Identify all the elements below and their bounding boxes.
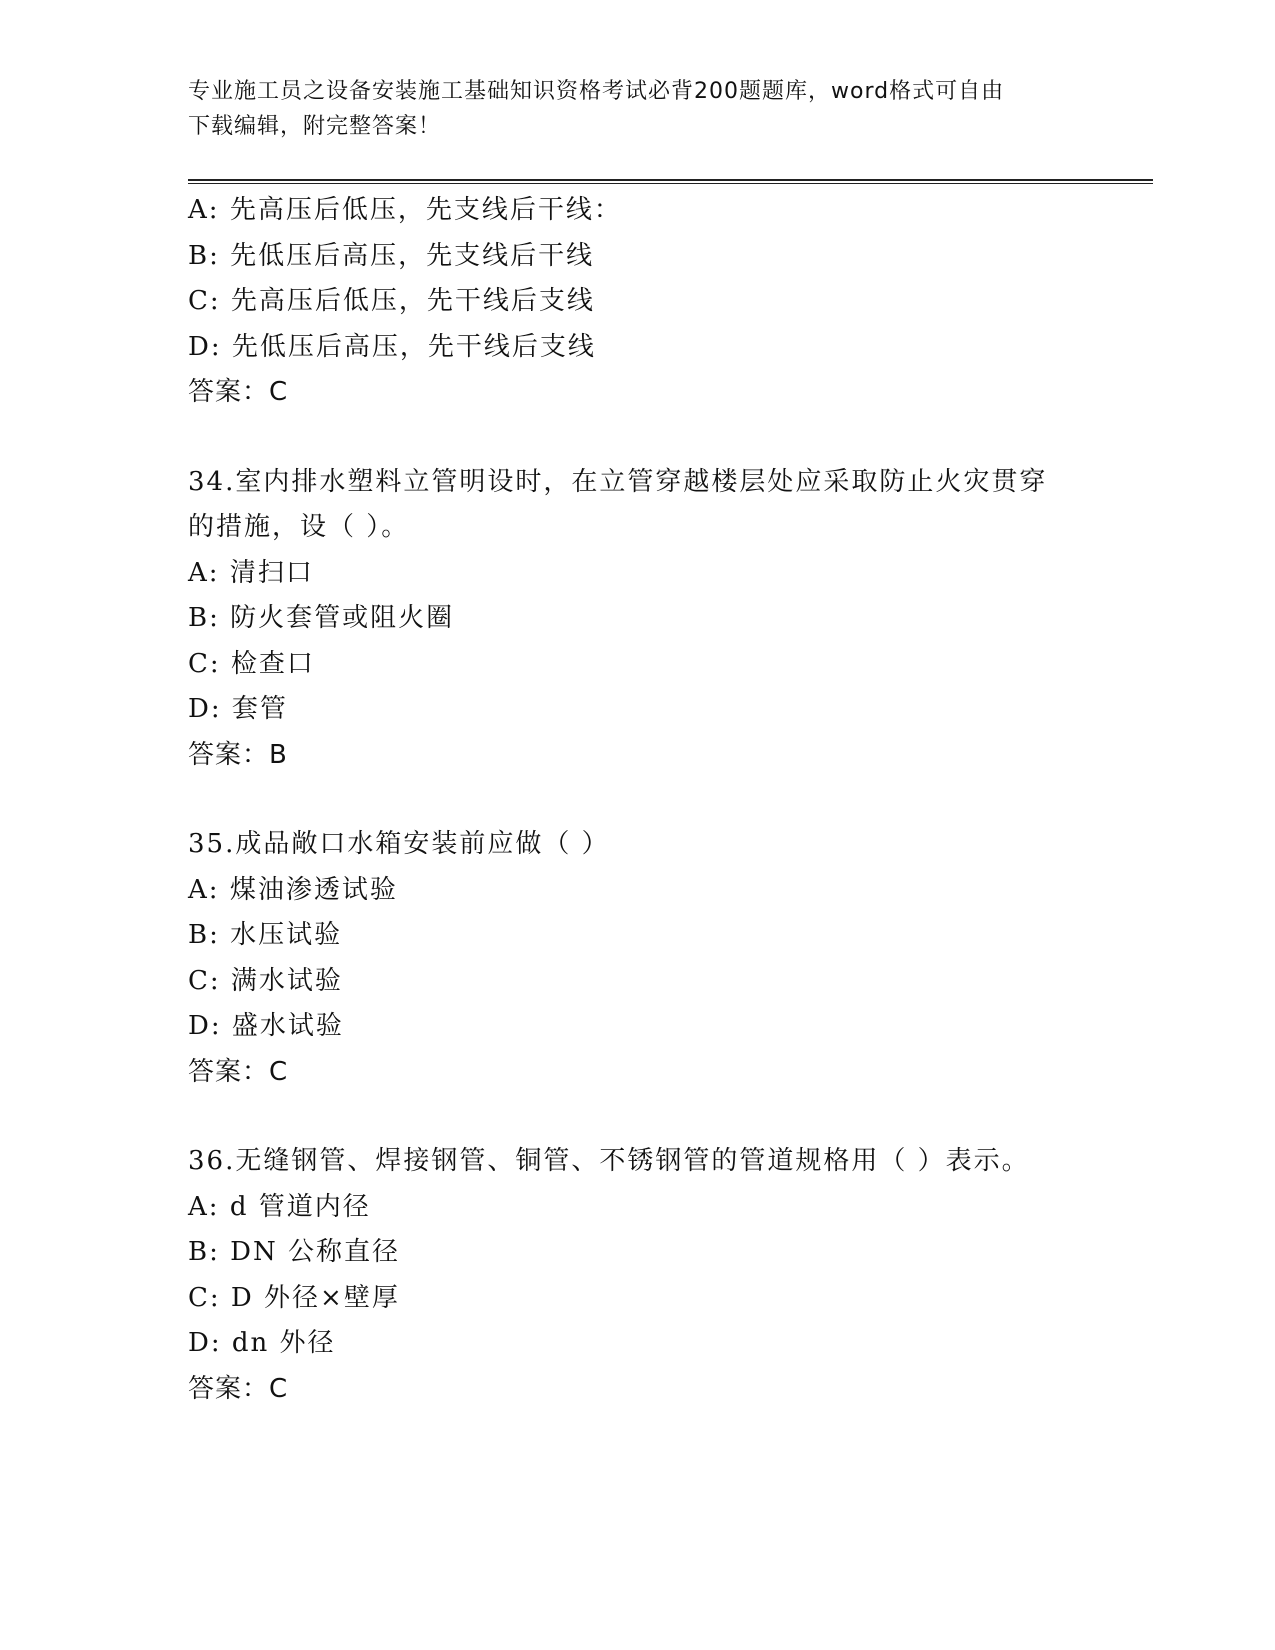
option-text: 煤油渗透试验 bbox=[229, 874, 398, 905]
spacer bbox=[188, 1095, 1088, 1139]
option-c bbox=[188, 279, 1088, 325]
header-line-1: 专业施工员之设备安装施工基础知识资格考试必背200题题库，word格式可自由 bbox=[188, 79, 1005, 104]
question-stem-continued: 的措施，设（ ）。 bbox=[188, 512, 410, 542]
option-text: 盛水试验 bbox=[231, 1011, 344, 1041]
option-text: 先高压后低压，先支线后干线： bbox=[229, 195, 622, 225]
document-header bbox=[188, 74, 1088, 144]
header-line-2: 下载编辑，附完整答案！ bbox=[188, 114, 442, 139]
option-d bbox=[188, 1004, 1088, 1050]
question-stem: 35.成品敞口水箱安装前应做（ ） bbox=[188, 829, 610, 859]
option-c bbox=[188, 959, 1088, 1005]
option-text: 先低压后高压，先干线后支线 bbox=[231, 331, 596, 362]
option-label: C: bbox=[188, 1282, 221, 1313]
option-a bbox=[188, 1185, 1088, 1231]
option-label: B: bbox=[188, 603, 220, 633]
answer: 答案：C bbox=[188, 1373, 289, 1404]
question-stem: 34.室内排水塑料立管明设时，在立管穿越楼层处应采取防止火灾贯穿 bbox=[188, 466, 1048, 497]
option-text: d 管道内径 bbox=[229, 1191, 371, 1222]
option-text: 水压试验 bbox=[230, 920, 343, 950]
header-divider-bottom bbox=[188, 183, 1153, 184]
option-b bbox=[188, 596, 1088, 642]
question-36-block bbox=[188, 1139, 1088, 1412]
option-label: A: bbox=[188, 1191, 220, 1222]
option-b bbox=[188, 913, 1088, 959]
option-b bbox=[188, 234, 1088, 280]
option-text: 先低压后高压，先支线后干线 bbox=[230, 240, 595, 271]
question-content bbox=[188, 188, 1088, 1412]
option-c bbox=[188, 1276, 1088, 1322]
option-label: A: bbox=[188, 874, 220, 905]
option-a bbox=[188, 868, 1088, 914]
question-35-block bbox=[188, 822, 1088, 1095]
option-a bbox=[188, 188, 1088, 234]
option-d bbox=[188, 325, 1088, 371]
spacer bbox=[188, 778, 1088, 822]
option-label: A: bbox=[188, 195, 220, 225]
option-label: D: bbox=[188, 694, 222, 724]
question-34-block bbox=[188, 460, 1088, 779]
answer: 答案：B bbox=[188, 739, 288, 770]
answer: 答案：C bbox=[188, 1056, 289, 1087]
option-label: D: bbox=[188, 1328, 222, 1358]
option-text: 满水试验 bbox=[230, 965, 343, 996]
option-label: D: bbox=[188, 331, 222, 362]
header-divider-top bbox=[188, 179, 1153, 181]
option-text: 先高压后低压，先干线后支线 bbox=[230, 286, 595, 316]
question-stem: 36.无缝钢管、焊接钢管、铜管、不锈钢管的管道规格用（ ）表示。 bbox=[188, 1146, 1030, 1176]
option-text: D 外径×壁厚 bbox=[230, 1282, 400, 1313]
option-d bbox=[188, 687, 1088, 733]
question-33-block bbox=[188, 188, 1088, 416]
option-label: A: bbox=[188, 557, 220, 588]
option-b bbox=[188, 1230, 1088, 1276]
option-text: DN 公称直径 bbox=[230, 1237, 401, 1267]
option-text: 检查口 bbox=[230, 648, 315, 679]
option-label: C: bbox=[188, 286, 221, 316]
option-c bbox=[188, 642, 1088, 688]
option-label: B: bbox=[188, 240, 220, 271]
option-label: C: bbox=[188, 648, 221, 679]
option-d bbox=[188, 1321, 1088, 1367]
option-text: 清扫口 bbox=[229, 557, 314, 588]
option-text: 套管 bbox=[231, 694, 288, 724]
option-a bbox=[188, 551, 1088, 597]
answer: 答案：C bbox=[188, 377, 289, 407]
option-label: B: bbox=[188, 920, 220, 950]
option-text: dn 外径 bbox=[231, 1328, 336, 1358]
option-label: C: bbox=[188, 965, 221, 996]
spacer bbox=[188, 416, 1088, 460]
option-text: 防火套管或阻火圈 bbox=[230, 603, 455, 633]
option-label: D: bbox=[188, 1011, 222, 1041]
option-label: B: bbox=[188, 1237, 220, 1267]
